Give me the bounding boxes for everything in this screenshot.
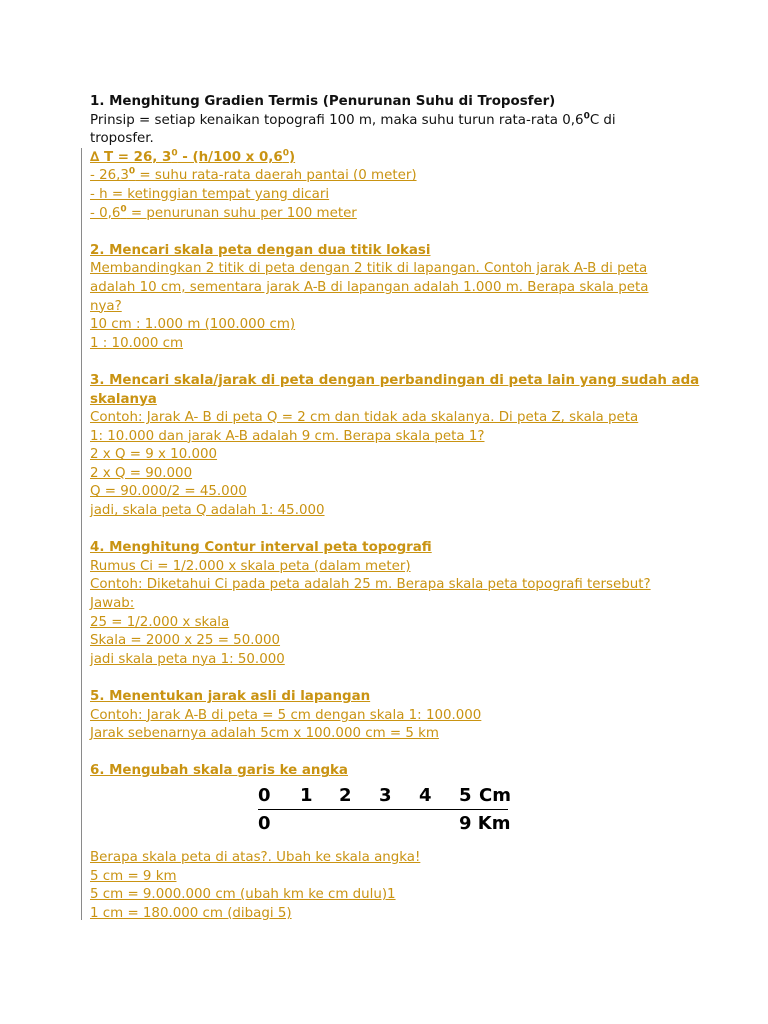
section-2-line-3: nya? xyxy=(90,298,122,314)
section-1-principle: Prinsip = setiap kenaikan topografi 100 m, maka suhu turun rata-rata $0,6^0C$ di xyxy=(90,111,616,128)
section-6-line-1: Berapa skala peta di atas?. Ubah ke skala angka! xyxy=(90,849,421,865)
section-2-line-5: 1 : 10.000 cm xyxy=(90,335,184,351)
section-1-line-1: - $26,3^0$ = suhu rata-rata daerah pantai (0 meter) xyxy=(90,166,417,184)
document-content xyxy=(90,93,700,923)
section-4-line-1: Rumus Ci = 1/2.000 x skala peta (dalam meter) xyxy=(90,558,411,574)
scale-top-unit: Cm xyxy=(479,784,511,806)
section-4-line-4: 25 = 1/2.000 x skala xyxy=(90,614,230,630)
section-2-line-2: adalah 10 cm, sementara jarak A-B di lapangan adalah 1.000 m. Berapa skala peta xyxy=(90,279,649,295)
section-3-line-4: 2 x Q = 90.000 xyxy=(90,465,193,481)
section-4-line-2: Contoh: Diketahui Ci pada peta adalah 25 m. Berapa skala peta topografi tersebut? xyxy=(90,577,651,593)
section-1-principle-cont: troposfer. xyxy=(90,131,154,147)
section-3-line-2: 1: 10.000 dan jarak A-B adalah 9 cm. Berapa skala peta 1? xyxy=(90,428,485,444)
section-1-formula: ∆ T = 26, $3^0 - (h/100$ x $0,6^0$) xyxy=(90,148,296,165)
section-5-line-2: Jarak sebenarnya adalah 5cm x 100.000 cm = 5 km xyxy=(90,726,439,742)
margin-rule xyxy=(81,148,82,920)
scale-tick-label: 1 xyxy=(300,784,313,806)
section-1-line-3: - $0,6^0$ = penurunan suhu per 100 meter xyxy=(90,204,357,221)
scale-tick-label: 0 xyxy=(258,784,271,806)
scale-bottom-start: 0 xyxy=(258,812,271,834)
section-4-line-3: Jawab: xyxy=(90,596,135,612)
section-6-line-2: 5 cm = 9 km xyxy=(90,868,177,884)
section-3-line-1: Contoh: Jarak A- B di peta Q = 2 cm dan tidak ada skalanya. Di peta Z, skala peta xyxy=(90,410,639,426)
scale-tick-label: 2 xyxy=(339,784,352,806)
section-1-line-2: - h = ketinggian tempat yang dicari xyxy=(90,186,330,202)
scale-tick-label: 4 xyxy=(419,784,432,806)
scale-bottom-row xyxy=(258,813,518,837)
section-4-line-6: jadi skala peta nya 1: 50.000 xyxy=(90,651,285,667)
scale-tick-label: 5 xyxy=(459,784,472,806)
scale-bar xyxy=(258,785,508,810)
section-3-line-5: Q = 90.000/2 = 45.000 xyxy=(90,484,247,500)
section-3-title: 3. Mencari skala/jarak di peta dengan perbandingan di peta lain yang sudah ada xyxy=(90,372,700,388)
section-6-line-3: 5 cm = 9.000.000 cm (ubah km ke cm dulu)1 xyxy=(90,887,396,903)
section-3-line-6: jadi, skala peta Q adalah 1: 45.000 xyxy=(90,503,325,519)
section-6-line-4: 1 cm = 180.000 cm (dibagi 5) xyxy=(90,905,292,921)
section-6-title: 6. Mengubah skala garis ke angka xyxy=(90,763,348,779)
section-2-title: 2. Mencari skala peta dengan dua titik lokasi xyxy=(90,242,431,258)
section-4-line-5: Skala = 2000 x 25 = 50.000 xyxy=(90,633,281,649)
section-5-line-1: Contoh: Jarak A-B di peta = 5 cm dengan skala 1: 100.000 xyxy=(90,707,482,723)
section-4-title: 4. Menghitung Contur interval peta topografi xyxy=(90,540,432,556)
scale-bottom-end: 9 Km xyxy=(459,812,511,834)
line-scale-graphic xyxy=(90,785,700,843)
section-2-line-1: Membandingkan 2 titik di peta dengan 2 titik di lapangan. Contoh jarak A-B di peta xyxy=(90,261,648,277)
scale-tick-label: 3 xyxy=(379,784,392,806)
section-1-title: 1. Menghitung Gradien Termis (Penurunan Suhu di Troposfer) xyxy=(90,94,556,109)
section-2-line-4: 10 cm : 1.000 m (100.000 cm) xyxy=(90,317,296,333)
section-3-line-3: 2 x Q = 9 x 10.000 xyxy=(90,447,218,463)
section-3-title-cont: skalanya xyxy=(90,391,157,407)
section-5-title: 5. Menentukan jarak asli di lapangan xyxy=(90,689,371,704)
